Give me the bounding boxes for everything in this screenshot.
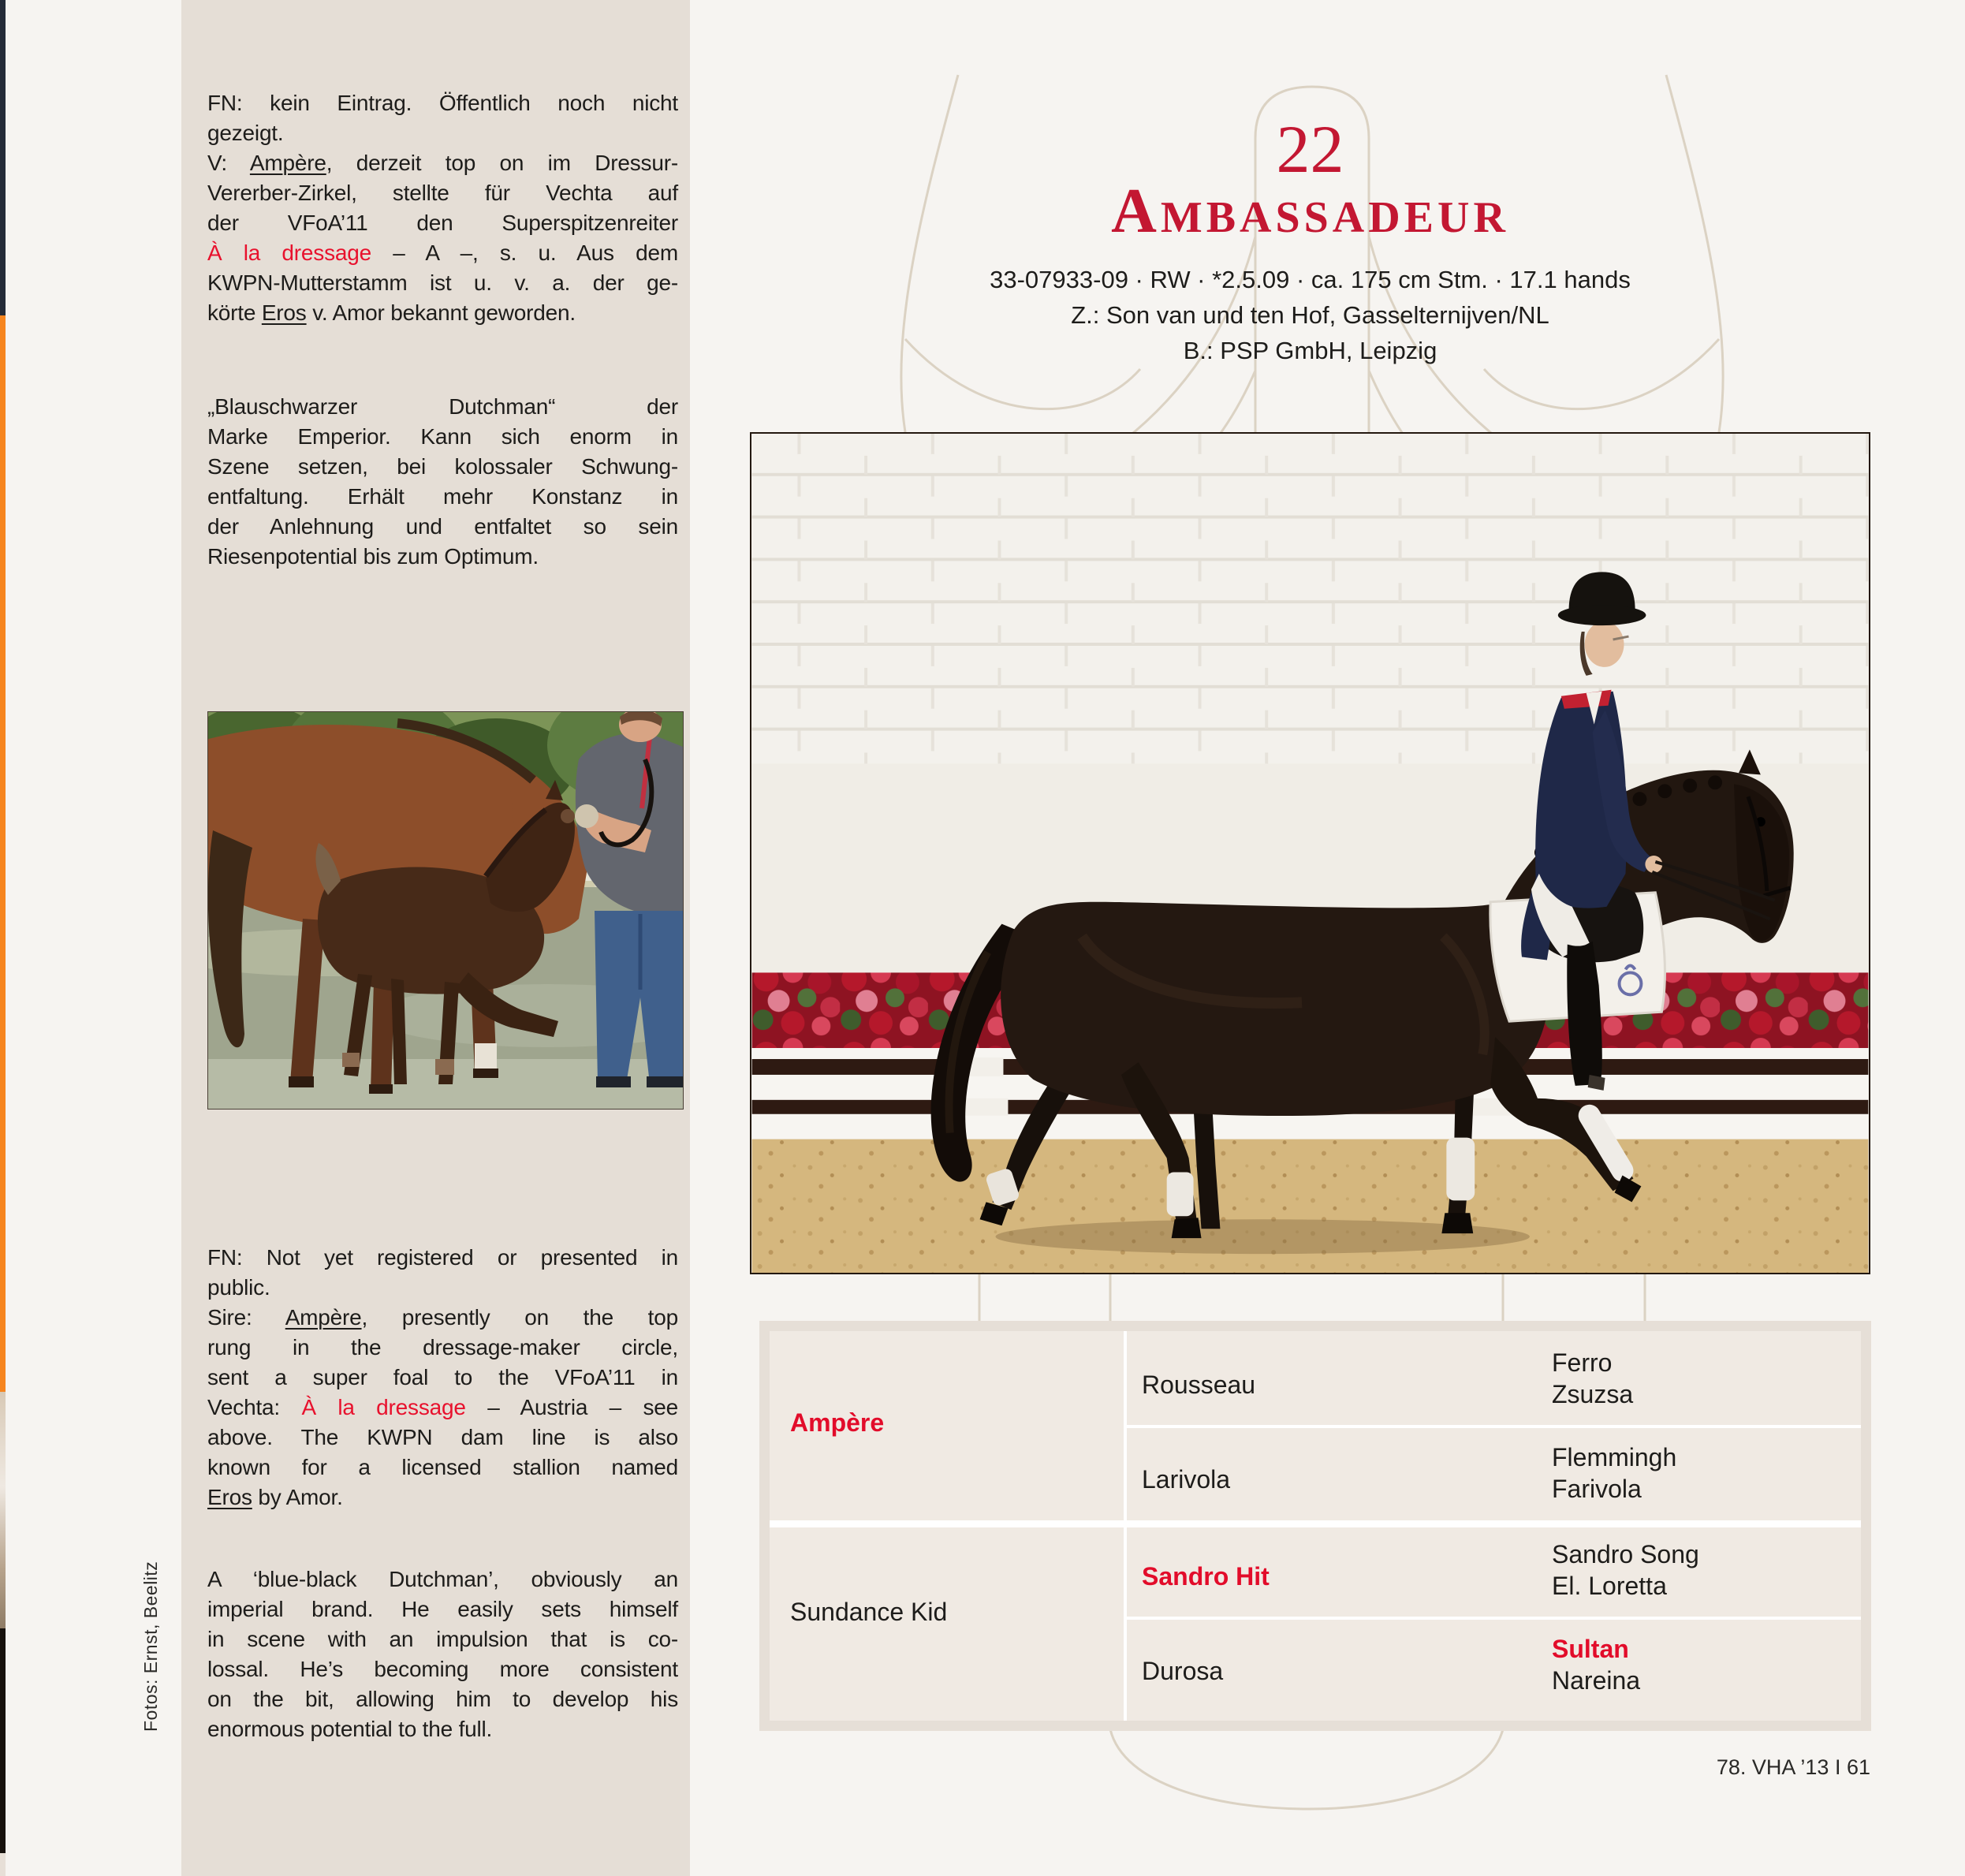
breeder-line: Z.: Son van und ten Hof, Gasselternijven/NL [1071,301,1549,329]
pedigree-row-divider-1 [1127,1425,1861,1428]
main-photo-illustration [751,434,1869,1273]
pedigree-dam-dam: Durosa [1142,1657,1224,1685]
main-photo [750,432,1870,1274]
pedigree-gen3-2a: Flemmingh [1552,1443,1677,1471]
german-notes-2: „Blauschwarzer Dutchman“ der Marke Emperior. Kann sich enorm in Szene setzen, bei kolossaler Schwung- entfaltung. Erhält mehr Konstanz in der Anlehnung und entfaltet so sein Riesenpotential bis zum Optimum. [207,394,678,569]
pedigree-gen3-3b: El. Loretta [1552,1572,1667,1600]
english-notes-1: FN: Not yet registered or presented in public. Sire: Ampère, presently on the top rung in the dressage-maker circle, sent a super foal to the VFoA’11 in Vechta: À la dressage – Austria – see above. The KWPN dam line is also known for a licensed stallion named Eros by Amor. [207,1245,678,1509]
stallion-details [592,262,1965,368]
page-footer: 78. VHA ’13 I 61 [1716,1755,1870,1779]
pedigree-sire-sire: Rousseau [1142,1371,1256,1399]
photo-credit: Fotos: Ernst, Beelitz [140,1561,161,1732]
edge-strip-beige [0,1853,6,1876]
pedigree-sire: Ampère [790,1408,885,1437]
pedigree-dam: Sundance Kid [790,1598,948,1626]
foal-photo [207,711,684,1110]
pedigree-gen3-2b: Farivola [1552,1475,1642,1503]
id-line: 33-07933-09 · RW · *2.5.09 · ca. 175 cm Stm. · 17.1 hands [990,266,1631,293]
pedigree-inner [770,1331,1861,1721]
pedigree-section-divider [770,1520,1861,1527]
pedigree-dam-sire: Sandro Hit [1142,1562,1270,1591]
edge-strip-navy [0,0,6,315]
lot-number: 22 [1276,111,1344,187]
pedigree-gen3-3a: Sandro Song [1552,1540,1699,1568]
pedigree-sire-dam: Larivola [1142,1465,1231,1494]
page-edge-strips [0,0,6,1876]
pedigree-gen3-4b: Nareina [1552,1666,1641,1695]
pedigree-gen3-1a: Ferro [1552,1348,1613,1377]
german-notes-1: FN: kein Eintrag. Öffentlich noch nicht gezeigt. V: Ampère, derzeit top on im Dressur- Vererber-Zirkel, stellte für Vechta auf der VFoA’11 den Superspitzenreiter À la dressage – A –, s. u. Aus dem KWPN-Mutterstamm ist u. v. a. der ge- körte Eros v. Amor bekannt geworden. [207,91,678,325]
foal-photo-illustration [208,712,683,1109]
stallion-name: Ambassadeur [1111,177,1509,246]
edge-strip-photo-bleed [0,1392,6,1628]
pedigree-row-divider-2 [1127,1617,1861,1620]
owner-line: B.: PSP GmbH, Leipzig [1183,337,1437,364]
pedigree-gen3-1b: Zsuzsa [1552,1380,1634,1408]
edge-strip-black [0,1628,6,1853]
english-notes-2: A ‘blue-black Dutchman’, obviously an imperial brand. He easily sets himself in scene with an impulsion that is co- lossal. He’s becoming more consistent on the bit, allowing him to develop his enormous potential to the full. [207,1567,678,1741]
edge-strip-orange [0,315,6,1392]
pedigree-gen3-4a: Sultan [1552,1635,1629,1663]
pedigree-table [759,1321,1871,1731]
